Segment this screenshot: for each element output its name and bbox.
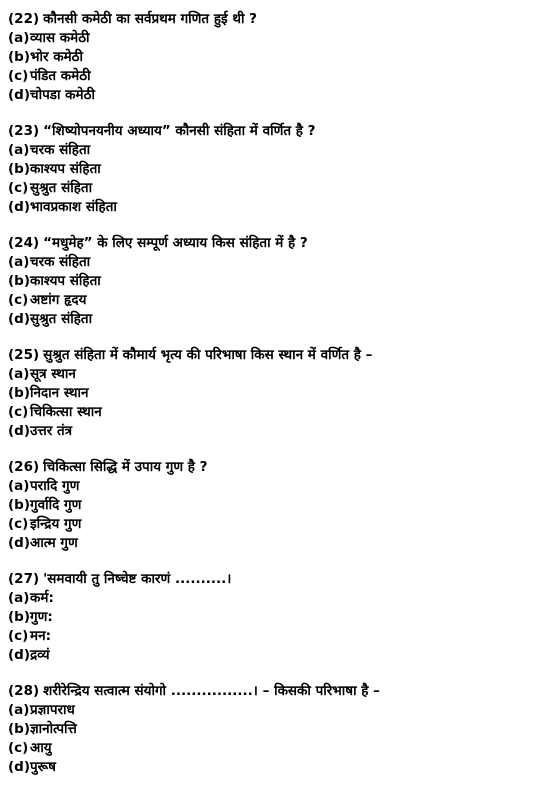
option-d [8, 310, 542, 329]
option-text: कर्म: [30, 590, 54, 606]
option-letter: (c) [8, 68, 29, 84]
option-c [8, 291, 542, 310]
option-letter: (b) [8, 161, 31, 177]
question-number: (23) [8, 123, 40, 139]
option-text: काश्यप संहिता [30, 273, 101, 289]
option-text: निदान स्थान [30, 385, 89, 401]
option-c [8, 739, 542, 758]
option-d [8, 422, 542, 441]
question-stem [8, 10, 542, 29]
option-text: परादि गुण [30, 478, 80, 494]
option-b [8, 608, 542, 627]
option-c [8, 179, 542, 198]
question-list [8, 10, 542, 794]
option-text: भोर कमेठी [30, 49, 83, 65]
question-text: “शिष्योपनयनीय अध्याय” कौनसी संहिता में वर्णित है ? [43, 123, 316, 139]
option-letter: (c) [8, 516, 29, 532]
option-c [8, 515, 542, 534]
option-c [8, 627, 542, 646]
option-letter: (d) [8, 423, 31, 439]
option-text: काश्यप संहिता [30, 161, 101, 177]
option-a [8, 253, 542, 272]
question-number: (24) [8, 235, 40, 251]
question-text: 'समवायी तु निष्चेष्ट कारणं ..........। [43, 571, 232, 587]
option-d [8, 86, 542, 105]
question-28 [8, 682, 542, 777]
option-a [8, 141, 542, 160]
option-d [8, 758, 542, 777]
option-letter: (a) [8, 702, 30, 718]
option-text: अष्टांग हृदय [30, 292, 87, 308]
question-25 [8, 346, 542, 441]
option-text: पुरूष [30, 759, 56, 775]
question-22 [8, 10, 542, 105]
option-text: ज्ञानोत्पत्ति [30, 721, 77, 737]
option-letter: (b) [8, 273, 31, 289]
option-text: गुर्वादि गुण [30, 497, 82, 513]
option-letter: (d) [8, 87, 31, 103]
question-stem [8, 570, 542, 589]
question-stem [8, 122, 542, 141]
option-a [8, 477, 542, 496]
option-text: सुश्रुत संहिता [30, 311, 93, 327]
option-letter: (b) [8, 49, 31, 65]
option-letter: (c) [8, 740, 29, 756]
option-letter: (b) [8, 609, 31, 625]
option-text: व्यास कमेठी [30, 30, 90, 46]
option-letter: (b) [8, 721, 31, 737]
question-24 [8, 234, 542, 329]
question-text: शरीरेन्द्रिय सत्वात्म संयोगो ................। – किसकी परिभाषा है – [43, 683, 380, 699]
option-text: प्रज्ञापराध [30, 702, 75, 718]
option-c [8, 67, 542, 86]
option-letter: (d) [8, 647, 31, 663]
option-text: चिकित्सा स्थान [30, 404, 102, 420]
option-text: भावप्रकाश संहिता [30, 199, 117, 215]
option-text: मन: [30, 628, 51, 644]
option-d [8, 534, 542, 553]
option-b [8, 496, 542, 515]
option-text: द्रव्यं [30, 647, 50, 663]
option-letter: (a) [8, 254, 30, 270]
option-letter: (d) [8, 535, 31, 551]
option-letter: (d) [8, 759, 31, 775]
question-stem [8, 346, 542, 365]
question-number: (26) [8, 459, 40, 475]
option-text: आत्म गुण [30, 535, 78, 551]
question-text: सुश्रुत संहिता में कौमार्य भृत्य की परिभाषा किस स्थान में वर्णित है – [43, 347, 373, 363]
option-letter: (a) [8, 478, 30, 494]
question-number: (27) [8, 571, 40, 587]
option-letter: (c) [8, 628, 29, 644]
option-text: पंडित कमेठी [30, 68, 91, 84]
option-a [8, 365, 542, 384]
question-number: (28) [8, 683, 40, 699]
option-letter: (a) [8, 30, 30, 46]
question-23 [8, 122, 542, 217]
question-text: कौनसी कमेठी का सर्वप्रथम गणित हुई थी ? [43, 11, 257, 27]
option-letter: (b) [8, 385, 31, 401]
option-text: इन्द्रिय गुण [30, 516, 82, 532]
option-a [8, 29, 542, 48]
question-stem [8, 458, 542, 477]
option-text: आयु [30, 740, 52, 756]
option-a [8, 701, 542, 720]
option-c [8, 403, 542, 422]
option-d [8, 198, 542, 217]
option-text: चोपडा कमेठी [30, 87, 95, 103]
option-letter: (a) [8, 590, 30, 606]
option-letter: (b) [8, 497, 31, 513]
option-letter: (a) [8, 366, 30, 382]
option-b [8, 48, 542, 67]
option-text: सूत्र स्थान [30, 366, 76, 382]
option-text: चरक संहिता [30, 254, 91, 270]
option-text: चरक संहिता [30, 142, 91, 158]
question-26 [8, 458, 542, 553]
option-d [8, 646, 542, 665]
option-letter: (c) [8, 180, 29, 196]
question-stem [8, 682, 542, 701]
option-letter: (d) [8, 311, 31, 327]
option-b [8, 160, 542, 179]
option-letter: (c) [8, 292, 29, 308]
question-number: (22) [8, 11, 40, 27]
option-a [8, 589, 542, 608]
question-text: “मधुमेह” के लिए सम्पूर्ण अध्याय किस संहिता में है ? [43, 235, 308, 251]
option-letter: (c) [8, 404, 29, 420]
question-number: (25) [8, 347, 40, 363]
option-letter: (d) [8, 199, 31, 215]
option-text: उत्तर तंत्र [30, 423, 73, 439]
question-27 [8, 570, 542, 665]
option-text: गुण: [30, 609, 53, 625]
question-text: चिकित्सा सिद्धि में उपाय गुण है ? [43, 459, 208, 475]
option-text: सुश्रुत संहिता [30, 180, 93, 196]
option-letter: (a) [8, 142, 30, 158]
option-b [8, 272, 542, 291]
question-stem [8, 234, 542, 253]
option-b [8, 720, 542, 739]
option-b [8, 384, 542, 403]
